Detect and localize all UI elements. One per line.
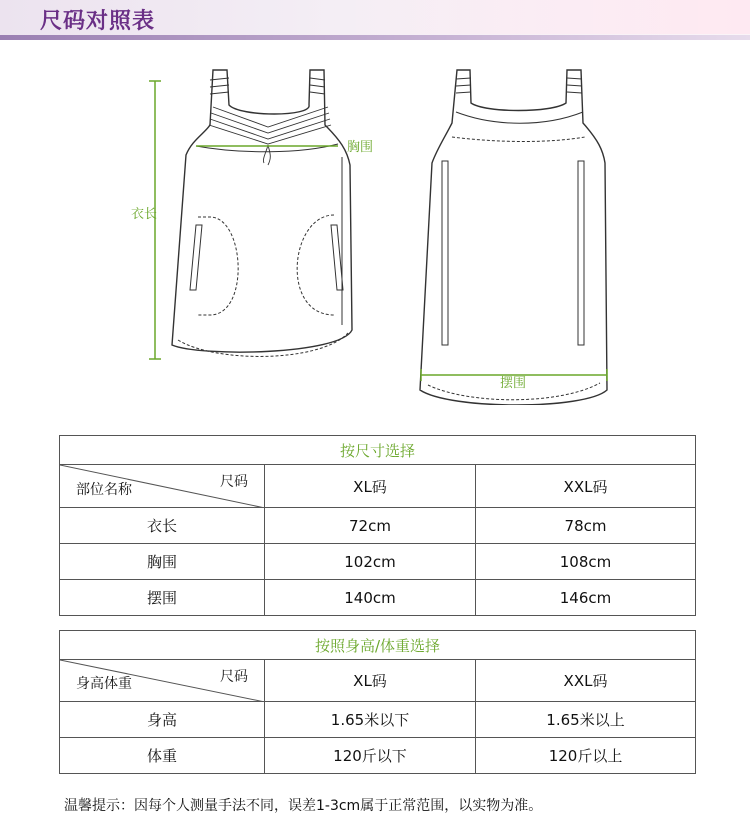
cell-value: 102cm	[265, 544, 476, 580]
table1-corner	[60, 465, 265, 508]
table2-col-xxl: XXL码	[476, 660, 696, 702]
table-row	[60, 702, 696, 738]
table-row	[60, 544, 696, 580]
table2-corner-bottom: 身高体重	[76, 676, 132, 692]
cell-value: 108cm	[476, 544, 696, 580]
row-label: 胸围	[60, 544, 265, 580]
front-dress-drawing	[172, 70, 352, 356]
table-row	[60, 738, 696, 774]
table-row	[60, 508, 696, 544]
cell-value: 1.65米以上	[476, 702, 696, 738]
table1-col-xl: XL码	[265, 465, 476, 508]
row-label: 身高	[60, 702, 265, 738]
table-row	[60, 580, 696, 616]
row-label: 体重	[60, 738, 265, 774]
table1-corner-top: 尺码	[220, 474, 248, 490]
table2-corner-top: 尺码	[220, 669, 248, 685]
table2-caption: 按照身高/体重选择	[60, 631, 696, 660]
row-label: 摆围	[60, 580, 265, 616]
cell-value: 72cm	[265, 508, 476, 544]
back-dress-drawing	[420, 70, 607, 405]
length-label: 衣长	[131, 207, 158, 222]
header-fade	[330, 0, 750, 34]
dress-diagram	[0, 45, 750, 405]
table2-col-xl: XL码	[265, 660, 476, 702]
cell-value: 146cm	[476, 580, 696, 616]
header-underline	[0, 35, 750, 40]
hem-label: 摆围	[500, 376, 527, 391]
table2-corner	[60, 660, 265, 702]
row-label: 衣长	[60, 508, 265, 544]
cell-value: 1.65米以下	[265, 702, 476, 738]
size-table-by-measure	[59, 435, 696, 616]
cell-value: 140cm	[265, 580, 476, 616]
table1-col-xxl: XXL码	[476, 465, 696, 508]
header-banner	[0, 0, 750, 40]
size-table-by-height-weight	[59, 630, 696, 774]
cell-value: 120斤以上	[476, 738, 696, 774]
table1-caption: 按尺寸选择	[60, 436, 696, 465]
cell-value: 120斤以下	[265, 738, 476, 774]
cell-value: 78cm	[476, 508, 696, 544]
table1-corner-bottom: 部位名称	[76, 482, 132, 498]
page-title: 尺码对照表	[40, 9, 156, 34]
chest-label: 胸围	[347, 140, 374, 155]
footer-note: 温馨提示：因每个人测量手法不同，误差1-3cm属于正常范围，以实物为准。	[64, 798, 543, 814]
